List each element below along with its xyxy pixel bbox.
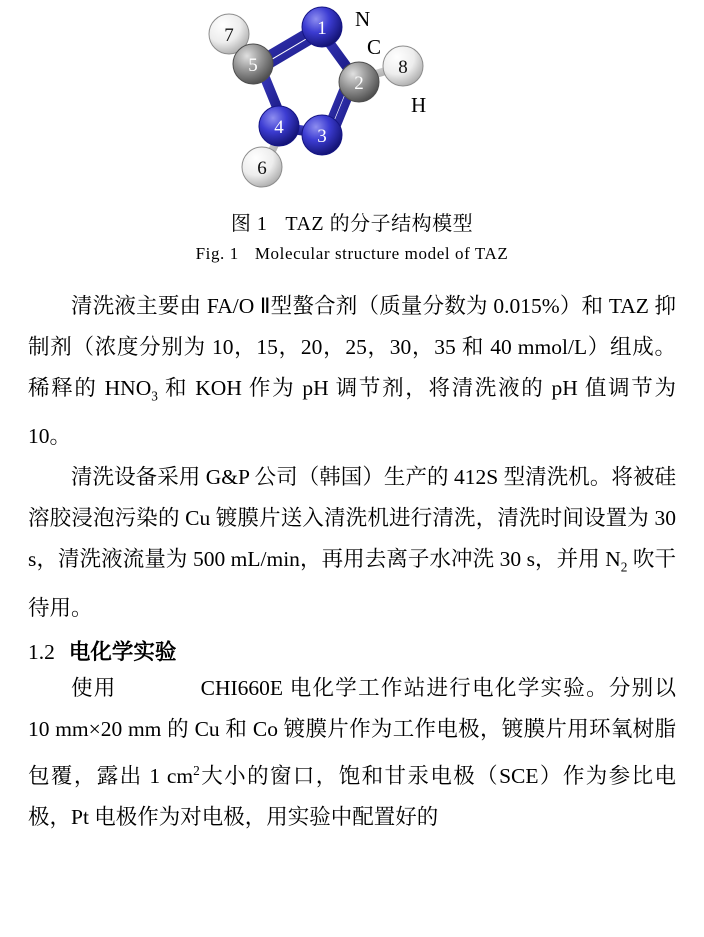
paragraph-electrochemical-experiment (28, 668, 676, 838)
body-text (28, 286, 676, 838)
molecule-svg (187, 6, 517, 191)
section-heading-electrochemistry (28, 635, 676, 666)
figure-caption-en-text: Molecular structure model of TAZ (254, 244, 509, 263)
figure-caption-cn-text: TAZ 的分子结构模型 (285, 213, 474, 235)
section-number: 1.2 (28, 639, 55, 664)
atom-n1 (302, 7, 342, 47)
paragraph-cleaning-equipment (28, 457, 676, 628)
paragraph-2-subscript: 2 (620, 559, 628, 575)
paragraph-cleaning-solution (28, 286, 676, 457)
figure-caption-en-label: Fig. 1 (195, 244, 239, 263)
paragraph-1-part-b: 和 KOH 作为 pH 调节剂，将清洗液的 pH 值调节为 10。 (28, 376, 676, 449)
atom-h7-label: 7 (224, 25, 234, 46)
paragraph-2-part-b: 吹干待用。 (28, 547, 676, 620)
atom-c5 (233, 44, 273, 84)
atom-c2-label: 2 (354, 73, 364, 94)
paragraph-1-part-a: 清洗液主要由 FA/O Ⅱ型螯合剂（质量分数为 0.015%）和 TAZ 抑制剂（浓度分别为 10，15，20，25，30，35 和 40 mmol/L）组成。稀释的 HNO (28, 294, 676, 400)
atom-h6-label: 6 (257, 158, 267, 179)
figure-caption-english (28, 244, 676, 264)
element-label-nitrogen: N (355, 7, 371, 31)
paragraph-3-part-b: CHI660E 电化学工作站进行电化学实验。分别以 10 mm×20 mm 的 Cu 和 Co 镀膜片作为工作电极，镀膜片用环氧树脂包覆，露出 1 cm (28, 675, 676, 788)
atom-n1-label: 1 (317, 18, 327, 39)
paragraph-1-subscript: 3 (151, 388, 158, 404)
paragraph-2-part-a: 清洗设备采用 G&P 公司（韩国）生产的 412S 型清洗机。将被硅溶胶浸泡污染的 Cu 镀膜片送入清洗机进行清洗，清洗时间设置为 30 s，清洗液流量为 500 mL/min，再用去离子水冲洗 30 s，并用 N (28, 465, 676, 572)
figure-caption-chinese (28, 207, 676, 236)
atom-c2 (339, 62, 379, 102)
paragraph-3-part-c: 大小的窗口，饱和甘汞电极（SCE）作为参比电极，Pt 电极作为对电极，用实验中配置好的 (28, 763, 676, 829)
atom-h8-label: 8 (398, 57, 408, 78)
section-title: 电化学实验 (68, 639, 177, 664)
atom-n4 (259, 106, 299, 146)
element-label-hydrogen: H (411, 93, 427, 117)
figure-block (28, 0, 676, 264)
paragraph-3-part-a: 使用 (71, 675, 117, 700)
atom-h8 (383, 46, 423, 86)
atom-n3-label: 3 (317, 126, 327, 147)
atom-n4-label: 4 (274, 117, 284, 138)
paragraph-3-superscript: 2 (193, 762, 200, 778)
atom-c5-label: 5 (248, 55, 258, 76)
molecular-structure-image (187, 6, 517, 191)
element-label-carbon: C (367, 35, 382, 59)
atom-h6 (242, 147, 282, 187)
atom-n3 (302, 115, 342, 155)
figure-caption-cn-label: 图 1 (230, 213, 268, 235)
